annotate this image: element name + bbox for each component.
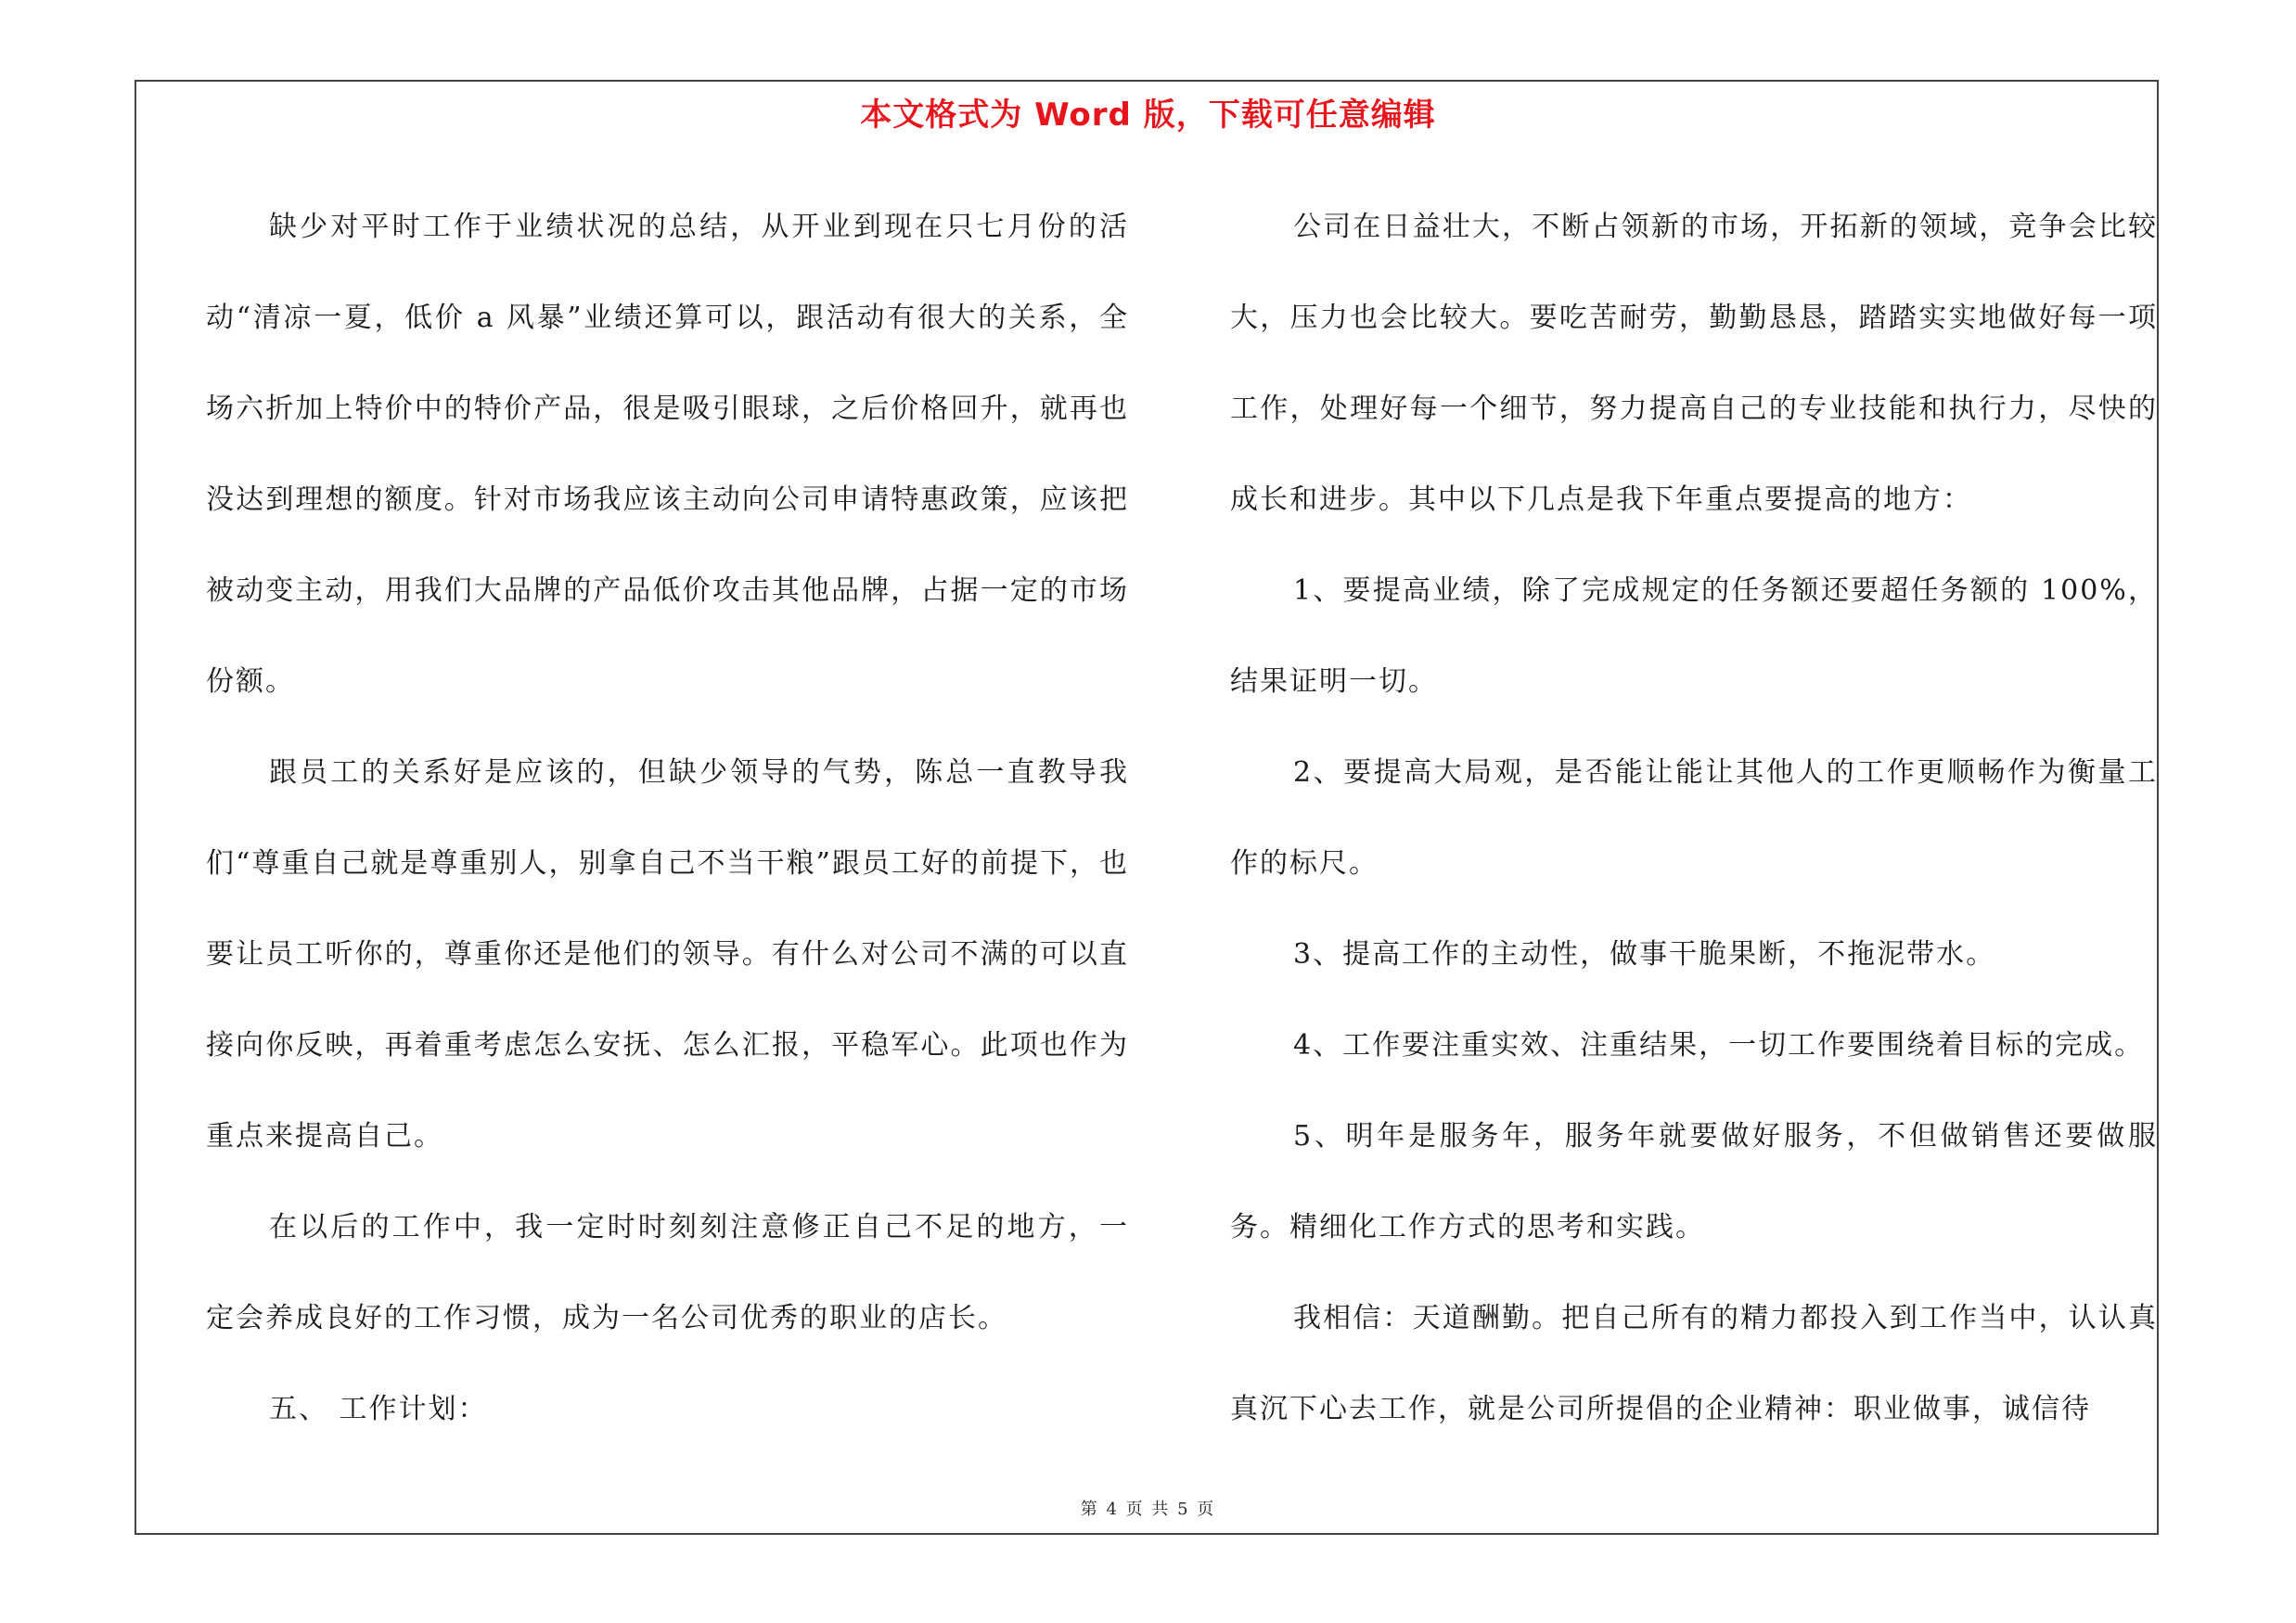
paragraph: 跟员工的关系好是应该的，但缺少领导的气势，陈总一直教导我们“尊重自己就是尊重别人，别拿自己不当干粮”跟员工好的前提下，也要让员工听你的，尊重你还是他们的领导。有什么对公司不满的可以直接向你反映，再着重考虑怎么安抚、怎么汇报，平稳军心。此项也作为重点来提高自己。 <box>206 756 1129 1153</box>
list-item: 5、明年是服务年，服务年就要做好服务，不但做销售还要做服务。精细化工作方式的思考和实践。 <box>1230 1120 2158 1243</box>
list-item: 2、要提高大局观，是否能让能让其他人的工作更顺畅作为衡量工作的标尺。 <box>1230 756 2158 880</box>
list-item: 4、工作要注重实效、注重结果，一切工作要围绕着目标的完成。 <box>1293 1029 2145 1062</box>
left-column <box>206 182 1129 1455</box>
right-column <box>1230 182 2158 1455</box>
format-banner: 本文格式为 Word 版，下载可任意编辑 <box>860 97 1436 134</box>
paragraph: 公司在日益壮大，不断占领新的市场，开拓新的领域，竞争会比较大，压力也会比较大。要吃苦耐劳，勤勤恳恳，踏踏实实地做好每一项工作，处理好每一个细节，努力提高自己的专业技能和执行力，尽快的成长和进步。其中以下几点是我下年重点要提高的地方： <box>1230 211 2158 516</box>
list-item: 1、要提高业绩，除了完成规定的任务额还要超任务额的 100%，结果证明一切。 <box>1230 574 2158 698</box>
section-heading: 五、 工作计划： <box>269 1393 488 1425</box>
paragraph: 我相信：天道酬勤。把自己所有的精力都投入到工作当中，认认真真沉下心去工作，就是公司所提倡的企业精神：职业做事，诚信待 <box>1230 1302 2158 1425</box>
list-item: 3、提高工作的主动性，做事干脆果断，不拖泥带水。 <box>1293 938 1996 971</box>
paragraph: 缺少对平时工作于业绩状况的总结，从开业到现在只七月份的活动“清凉一夏，低价 a 风暴”业绩还算可以，跟活动有很大的关系，全场六折加上特价中的特价产品，很是吸引眼球，之后价格回升，就再也没达到理想的额度。针对市场我应该主动向公司申请特惠政策，应该把被动变主动，用我们大品牌的产品低价攻击其他品牌，占据一定的市场份额。 <box>206 211 1129 698</box>
page-number: 第 4 页 共 5 页 <box>1080 1500 1216 1519</box>
paragraph: 在以后的工作中，我一定时时刻刻注意修正自己不足的地方，一定会养成良好的工作习惯，成为一名公司优秀的职业的店长。 <box>206 1211 1129 1334</box>
